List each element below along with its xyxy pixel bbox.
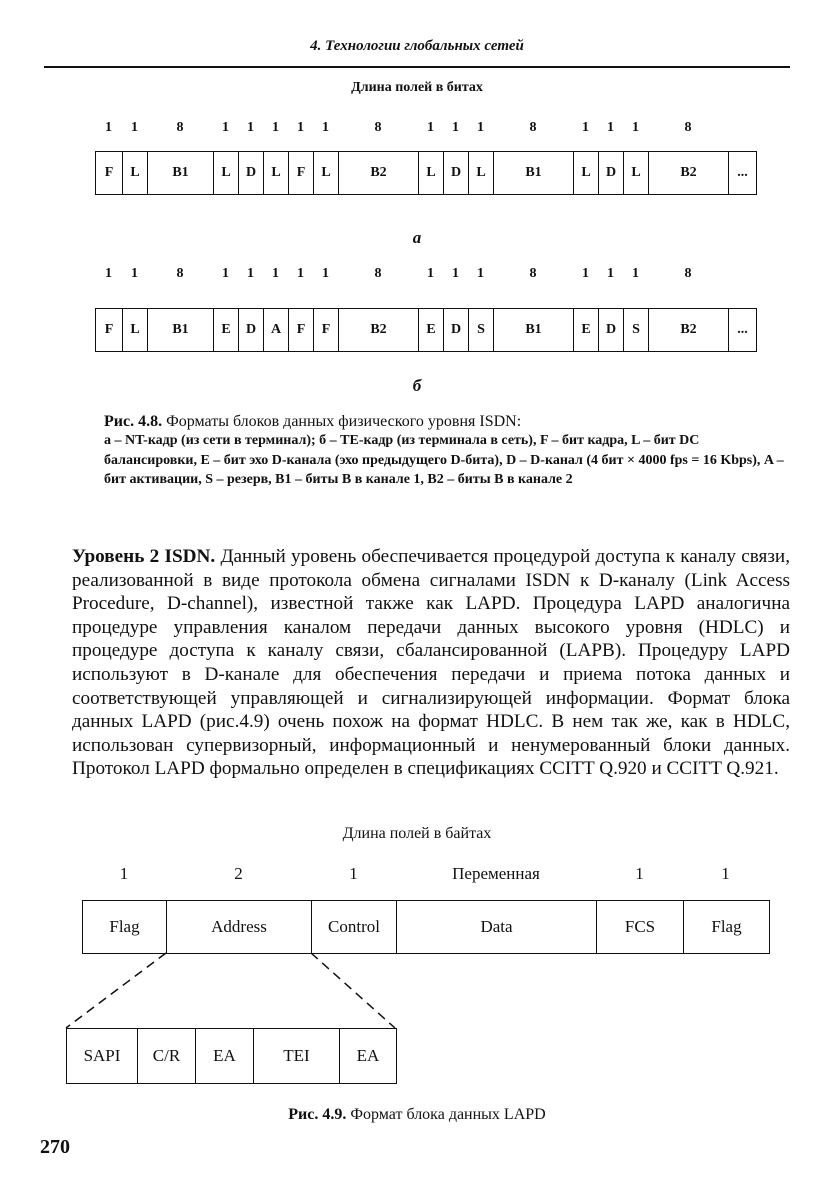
- bit-length-frame_b-3: 1: [222, 266, 229, 281]
- field-frame_b-9: E: [419, 309, 444, 351]
- bit-length-frame_a-4: 1: [247, 120, 254, 135]
- lapd-length-3: Переменная: [452, 864, 540, 883]
- bit-length-frame_a-13: 1: [582, 120, 589, 135]
- field-frame_a-17: ...: [737, 165, 748, 180]
- bit-length-frame_a-15: 1: [632, 120, 639, 135]
- fig48-top-label: Длина полей в битах: [351, 80, 483, 95]
- bit-length-frame_a-5: 1: [272, 120, 279, 135]
- lapd-field-address: Address: [167, 901, 312, 953]
- address-subfield-1: C/R: [138, 1029, 196, 1083]
- field-frame_b-15: S: [624, 309, 649, 351]
- field-frame_b-3: E: [214, 309, 239, 351]
- field-frame_b-16: B2: [649, 309, 729, 351]
- lapd-field-flag: Flag: [83, 901, 167, 953]
- bit-length-frame_b-7: 1: [322, 266, 329, 281]
- bit-length-frame_a-8: 8: [374, 120, 382, 135]
- field-frame_b-17: ...: [737, 322, 748, 337]
- bit-length-frame_b-0: 1: [105, 266, 112, 281]
- running-header: 4. Технологии глобальных сетей: [310, 38, 524, 54]
- bit-length-frame_b-13: 1: [582, 266, 589, 281]
- lapd-length-4: 1: [635, 864, 644, 883]
- address-subfield-2: EA: [196, 1029, 254, 1083]
- field-frame_b-7: F: [314, 309, 339, 351]
- field-frame_a-1: L: [123, 152, 148, 194]
- lapd-length-5: 1: [721, 864, 730, 883]
- fig49-top-label: Длина полей в байтах: [342, 825, 492, 842]
- field-frame_b-10: D: [444, 309, 469, 351]
- fig48-caption-text: Форматы блоков данных физического уровня ISDN:: [162, 413, 522, 430]
- bit-length-frame_a-0: 1: [105, 120, 112, 135]
- field-frame_b-4: D: [239, 309, 264, 351]
- page-number: 270: [40, 1136, 70, 1158]
- field-frame_b-2: B1: [148, 309, 214, 351]
- address-subfield-0: SAPI: [67, 1029, 138, 1083]
- lapd-field-flag: Flag: [711, 917, 742, 936]
- field-frame_a-15: L: [624, 152, 649, 194]
- lapd-field-control: Control: [312, 901, 397, 953]
- field-frame_a-4: D: [239, 152, 264, 194]
- bit-length-frame_b-16: 8: [684, 266, 692, 281]
- bit-length-frame_b-1: 1: [131, 266, 138, 281]
- bit-length-frame_a-2: 8: [176, 120, 184, 135]
- bit-length-frame_a-7: 1: [322, 120, 329, 135]
- field-frame_a-8: B2: [339, 152, 419, 194]
- bit-length-frame_a-12: 8: [529, 120, 537, 135]
- field-frame_b-12: B1: [494, 309, 574, 351]
- field-frame_b-14: D: [599, 309, 624, 351]
- bit-length-frame_b-10: 1: [452, 266, 459, 281]
- bit-length-frame_b-4: 1: [247, 266, 254, 281]
- field-frame_a-16: B2: [649, 152, 729, 194]
- field-frame_b-0: F: [96, 309, 123, 351]
- field-frame_a-12: B1: [494, 152, 574, 194]
- bit-length-frame_a-10: 1: [452, 120, 459, 135]
- bit-length-frame_b-5: 1: [272, 266, 279, 281]
- paragraph-text: Данный уровень обеспечивается процедурой доступа к каналу связи, реализованной в виде протокола обмена сигналами ISDN к D-каналу (Link Access Procedure, D-channel), известной также как LAPD. Процедура LAPD аналогична процедуре управления каналом передачи данных высокого уровня (HDLC) и процедуре доступа к каналу связи, сбалансированной (LAPB). Процедуру LAPD используют в D-канале для обеспечения передачи и приема потока данных и соответствующей управляющей и сигнализирующей информации. Формат блока данных LAPD (рис.4.9) очень похож на формат HDLC. В нем так же, как в HDLC, использован супервизорный, информационный и ненумерованный блоки данных. Протокол LAPD формально определен в спецификациях CCITT Q.920 и CCITT Q.921.: [72, 546, 790, 780]
- field-frame_a-11: L: [469, 152, 494, 194]
- lapd-field-data: Data: [397, 901, 597, 953]
- field-frame_b-6: F: [289, 309, 314, 351]
- field-frame_a-3: L: [214, 152, 239, 194]
- bit-length-frame_b-11: 1: [477, 266, 484, 281]
- field-frame_b-5: A: [264, 309, 289, 351]
- bit-length-frame_b-12: 8: [529, 266, 537, 281]
- field-frame_a-7: L: [314, 152, 339, 194]
- field-frame_a-10: D: [444, 152, 469, 194]
- bit-length-frame_a-16: 8: [684, 120, 692, 135]
- fig49-caption: [0, 1106, 834, 1124]
- bit-length-frame_a-6: 1: [297, 120, 304, 135]
- field-frame_a-9: L: [419, 152, 444, 194]
- address-subframe: [66, 1028, 397, 1084]
- bit-length-frame_b-8: 8: [374, 266, 382, 281]
- bit-length-frame_b-2: 8: [176, 266, 184, 281]
- frame-a-sublabel: а: [412, 228, 422, 247]
- field-frame_a-14: D: [599, 152, 624, 194]
- fig49-caption-title: Рис. 4.9.: [288, 1106, 347, 1123]
- lapd-length-0: 1: [119, 864, 129, 883]
- field-frame_b-13: E: [574, 309, 599, 351]
- lapd-length-1: 2: [234, 864, 243, 883]
- bit-length-frame_a-9: 1: [427, 120, 434, 135]
- address-subfield-3: TEI: [254, 1029, 340, 1083]
- address-subfield-4: EA: [356, 1046, 380, 1065]
- field-frame_a-6: F: [289, 152, 314, 194]
- field-frame_a-5: L: [264, 152, 289, 194]
- bit-length-frame_b-6: 1: [297, 266, 304, 281]
- bit-length-frame_a-11: 1: [477, 120, 484, 135]
- bit-length-frame_b-14: 1: [607, 266, 614, 281]
- field-frame_b-1: L: [123, 309, 148, 351]
- frame-b-sublabel: б: [412, 376, 422, 395]
- lapd-length-2: 1: [349, 864, 358, 883]
- paragraph-lead: Уровень 2 ISDN.: [72, 546, 216, 567]
- fig49-caption-text: Формат блока данных LAPD: [346, 1106, 546, 1123]
- field-frame_a-13: L: [574, 152, 599, 194]
- field-frame_a-2: B1: [148, 152, 214, 194]
- bit-length-frame_a-14: 1: [607, 120, 614, 135]
- bit-length-frame_a-1: 1: [131, 120, 138, 135]
- fig48-caption-detail: а – NT-кадр (из сети в терминал); б – TE-кадр (из терминала в сеть), F – бит кадра, L – бит DC балансировки, E – бит эхо D-канала (эхо предыдущего D-бита), D – D-канал (4 бит × 4000 fps = 16 Kbps), A – бит активации, S – резерв, B1 – биты B в канале 1, B2 – биты B в канале 2: [104, 433, 784, 487]
- bit-length-frame_b-15: 1: [632, 266, 639, 281]
- field-frame_b-11: S: [469, 309, 494, 351]
- field-frame_b-8: B2: [339, 309, 419, 351]
- fig48-caption-title: Рис. 4.8.: [104, 413, 163, 430]
- bit-length-frame_b-9: 1: [427, 266, 434, 281]
- lapd-field-fcs: FCS: [597, 901, 684, 953]
- field-frame_a-0: F: [96, 152, 123, 194]
- bit-length-frame_a-3: 1: [222, 120, 229, 135]
